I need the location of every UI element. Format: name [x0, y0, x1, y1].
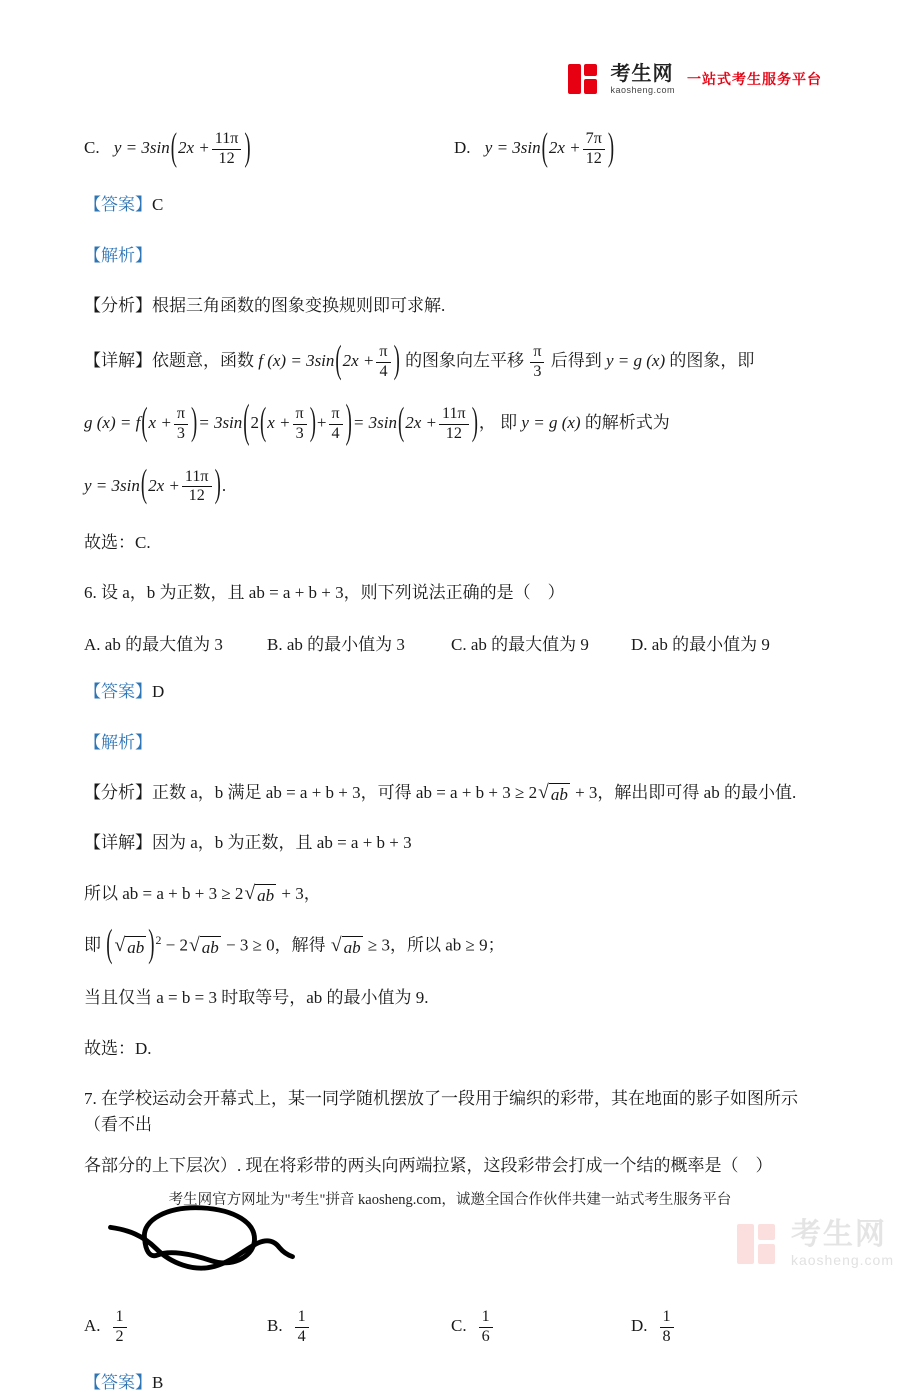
superscript-2: 2	[155, 933, 162, 948]
q7-answer	[84, 1370, 816, 1396]
q6-title: 6. 设 a，b 为正数，且 ab = a + b + 3，则下列说法正确的是（ ）	[84, 583, 565, 602]
q5-jiexi: 【解析】	[84, 245, 152, 265]
radical: √ ab	[244, 882, 275, 905]
q6-options-row	[84, 630, 816, 655]
answer-tag: 【答案】	[84, 1373, 152, 1393]
q6-conclusion: 故选：D.	[84, 1038, 152, 1058]
q6-option-d: D. ab 的最小值为 9	[631, 635, 770, 655]
kaosheng-logo	[568, 62, 822, 96]
q7-options-row	[84, 1308, 816, 1346]
q5-detail-line2: g (x) = f(x + $\frac{\pi}{3}$ )= 3sin(2(x + $\frac{\pi}{3}$ )+ $\frac{\pi}{4}$ )= 3sin(2x + $\frac{11\pi}{12}$ )， 即 y = g (x) 的解析式为	[84, 395, 670, 449]
q7-title-line1: 7. 在学校运动会开幕式上，某一同学随机摆放了一段用于编织的彩带，其在地面的影子如图所示（看不出	[84, 1088, 798, 1135]
radical: √ ab	[330, 934, 361, 957]
radical: √ ab	[538, 782, 568, 804]
brand-domain: kaosheng.com	[610, 84, 675, 95]
q6-fenxi: 【分析】正数 a，b 满足 ab = a + b + 3，可得 ab = a + b + 3 ≥ 2 √ ab + 3，解出即可得 ab 的最小值.	[84, 782, 797, 804]
page-footer: 考生网官方网址为"考生"拼音 kaosheng.com，诚邀全国合作伙伴共建一站式考生服务平台	[168, 1192, 732, 1208]
radical: √ ab	[114, 934, 145, 957]
knot-figure-image	[84, 1203, 816, 1286]
fraction: $\frac{\pi}{3}$	[530, 343, 544, 381]
q7-option-b: B. $\frac{1}{4}$	[267, 1308, 451, 1346]
q5-conclusion: 故选：C.	[84, 532, 151, 552]
fraction: $\frac{\pi}{4}$	[376, 343, 390, 381]
q7-option-d: D. $\frac{1}{8}$	[631, 1308, 816, 1346]
q7-option-a: A. $\frac{1}{2}$	[84, 1308, 267, 1346]
answer-tag: 【答案】	[84, 195, 152, 215]
q6-jiexi: 【解析】	[84, 732, 152, 752]
kaosheng-logo-icon	[568, 62, 602, 96]
q7-title-line2: 各部分的上下层次）. 现在将彩带的两头向两端拉紧，这段彩带会打成一个结的概率是（ ）	[84, 1155, 773, 1175]
q6-option-b: B. ab 的最小值为 3	[267, 635, 405, 655]
q5-detail-line1: 【详解】依题意，函数 f (x) = 3sin(2x + $\frac{\pi}{4}$ ) 的图象向左平移 $\frac{\pi}{3}$ 后得到 y = g (x) 的图象，即	[84, 338, 755, 383]
q5-detail-line3: y = 3sin(2x + $\frac{11\pi}{12}$ ).	[84, 462, 227, 507]
brand-name: 考生网	[610, 62, 674, 85]
fraction: $\frac{1}{6}$	[479, 1308, 493, 1346]
fraction: $\frac{\pi}{3}$	[174, 405, 188, 443]
fraction: $\frac{11\pi}{12}$	[439, 405, 469, 443]
answer-tag: 【答案】	[84, 682, 152, 702]
q5-options-row	[84, 125, 816, 171]
q5-option-c: C. y = 3sin(2x + $\frac{11\pi}{12}$ )	[84, 125, 251, 171]
fraction: $\frac{7\pi}{12}$	[583, 130, 605, 168]
answer-letter: C	[152, 195, 164, 215]
fraction: $\frac{\pi}{3}$	[293, 405, 307, 443]
q6-detail-line1: 【详解】因为 a，b 为正数，且 ab = a + b + 3	[84, 833, 412, 853]
kaosheng-watermark-icon	[737, 1221, 783, 1267]
q6-option-a: A. ab 的最大值为 3	[84, 635, 223, 655]
brand-text	[610, 64, 675, 95]
watermark-text: 考生网 kaosheng.com	[790, 1218, 894, 1268]
fraction: $\frac{\pi}{4}$	[329, 405, 343, 443]
q5-option-d: D. y = 3sin(2x + $\frac{7\pi}{12}$ )	[454, 125, 615, 171]
answer-letter: B	[152, 1373, 164, 1393]
fraction: $\frac{1}{8}$	[660, 1308, 674, 1346]
q6-answer	[84, 679, 816, 705]
answer-letter: D	[152, 682, 165, 702]
kaosheng-watermark	[737, 1220, 894, 1267]
fraction: $\frac{11\pi}{12}$	[182, 468, 212, 506]
q5-answer	[84, 192, 816, 218]
q6-detail-line2: 所以 ab = a + b + 3 ≥ 2 √ ab + 3，	[84, 882, 321, 905]
q6-detail-line3: 即 ( √ ab )$^2$ − 2 √ ab − 3 ≥ 0，解得 √ ab ≥ 3，所以 ab ≥ 9；	[84, 922, 505, 967]
fraction: $\frac{11\pi}{12}$	[212, 130, 242, 168]
fraction: $\frac{1}{2}$	[113, 1308, 127, 1346]
brand-tagline: 一站式考生服务平台	[687, 71, 822, 87]
q6-option-c: C. ab 的最大值为 9	[451, 635, 589, 655]
q6-detail-line4: 当且仅当 a = b = 3 时取等号，ab 的最小值为 9.	[84, 988, 429, 1008]
q7-option-c: C. $\frac{1}{6}$	[451, 1308, 631, 1346]
q5-fenxi: 【分析】根据三角函数的图象变换规则即可求解.	[84, 295, 446, 315]
radical: √ ab	[189, 934, 219, 957]
fraction: $\frac{1}{4}$	[295, 1308, 309, 1346]
